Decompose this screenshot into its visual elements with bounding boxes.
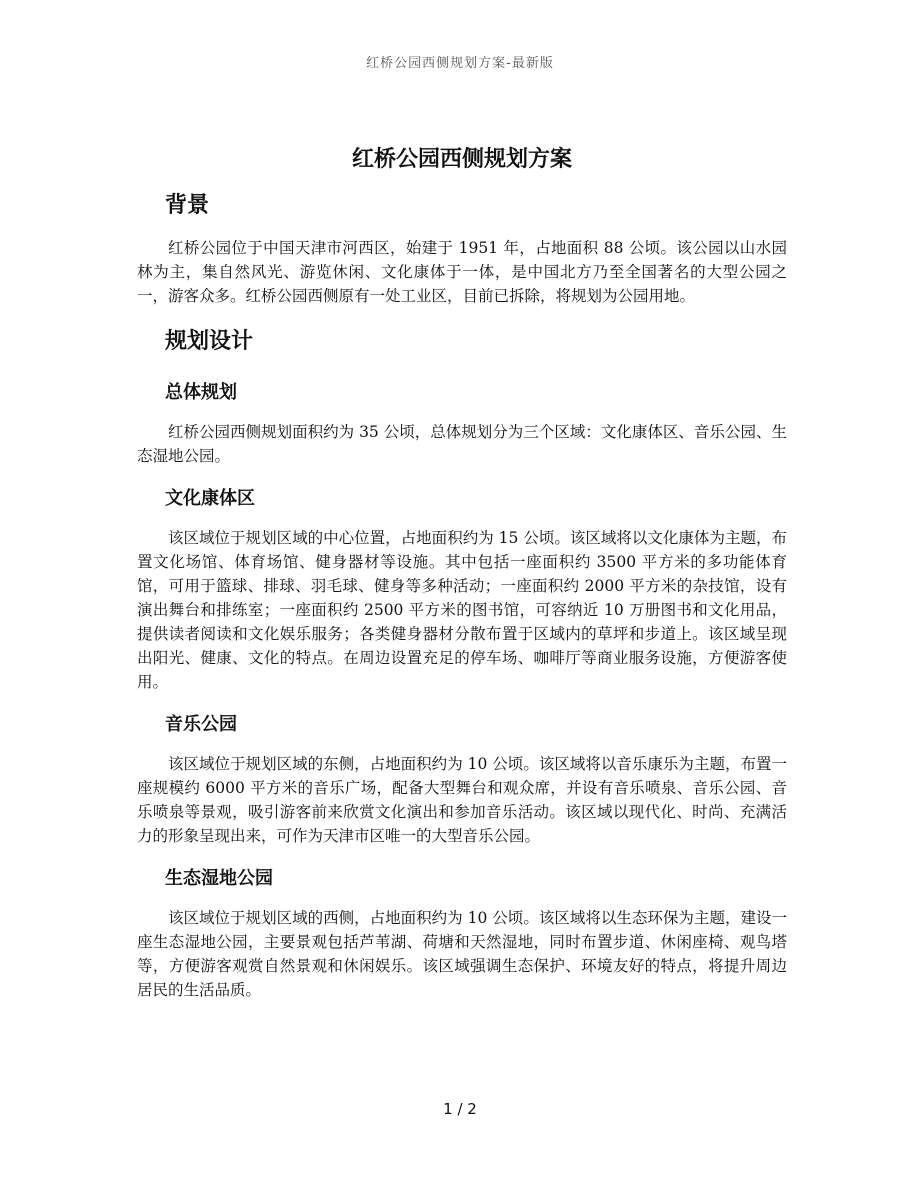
subsection-heading-wetland-park: 生态湿地公园 <box>165 868 273 889</box>
paragraph-culture-sports-zone: 该区域位于规划区域的中心位置，占地面积约为 15 公顷。该区域将以文化康体为主题，布置文化场馆、体育场馆、健身器材等设施。其中包括一座面积约 3500 平方米的多功能体育馆，可用于篮球、排球、羽毛球、健身等多种活动；一座面积约 2000 平方米的杂技馆，设有演出舞台和排练室；一座面积约 2500 平方米的图书馆，可容纳近 10 万册图书和文化用品，提供读者阅读和文化娱乐服务；各类健身器材分散布置于区域内的草坪和步道上。该区域呈现出阳光、健康、文化的特点。在周边设置充足的停车场、咖啡厅等商业服务设施，方便游客使用。 <box>137 529 787 691</box>
section-heading-background: 背景 <box>165 193 210 218</box>
document-body <box>137 140 787 1002</box>
running-header: 红桥公园西侧规划方案-最新版 <box>366 56 554 71</box>
page-number: 1 / 2 <box>443 1100 477 1118</box>
subsection-heading-music-park: 音乐公园 <box>165 714 237 735</box>
document-title: 红桥公园西侧规划方案 <box>351 147 572 172</box>
paragraph-wetland-park: 该区域位于规划区域的西侧，占地面积约为 10 公顷。该区域将以生态环保为主题，建设一座生态湿地公园，主要景观包括芦苇湖、荷塘和天然湿地，同时布置步道、休闲座椅、观鸟塔等，方便游客观赏自然景观和休闲娱乐。该区域强调生态保护、环境友好的特点，将提升周边居民的生活品质。 <box>137 909 787 999</box>
paragraph-overall-plan: 红桥公园西侧规划面积约为 35 公顷，总体规划分为三个区域：文化康体区、音乐公园、生态湿地公园。 <box>137 423 787 465</box>
paragraph-music-park: 该区域位于规划区域的东侧，占地面积约为 10 公顷。该区域将以音乐康乐为主题，布置一座规模约 6000 平方米的音乐广场，配备大型舞台和观众席，并设有音乐喷泉、音乐公园、音乐喷泉等景观，吸引游客前来欣赏文化演出和参加音乐活动。该区域以现代化、时尚、充满活力的形象呈现出来，可作为天津市区唯一的大型音乐公园。 <box>137 755 787 845</box>
paragraph-background: 红桥公园位于中国天津市河西区，始建于 1951 年，占地面积 88 公顷。该公园以山水园林为主，集自然风光、游览休闲、文化康体于一体，是中国北方乃至全国著名的大型公园之一，游客众多。红桥公园西侧原有一处工业区，目前已拆除，将规划为公园用地。 <box>137 239 787 305</box>
section-heading-planning-design: 规划设计 <box>165 329 254 354</box>
subsection-heading-culture-sports-zone: 文化康体区 <box>165 488 255 509</box>
subsection-heading-overall-plan: 总体规划 <box>165 382 237 403</box>
